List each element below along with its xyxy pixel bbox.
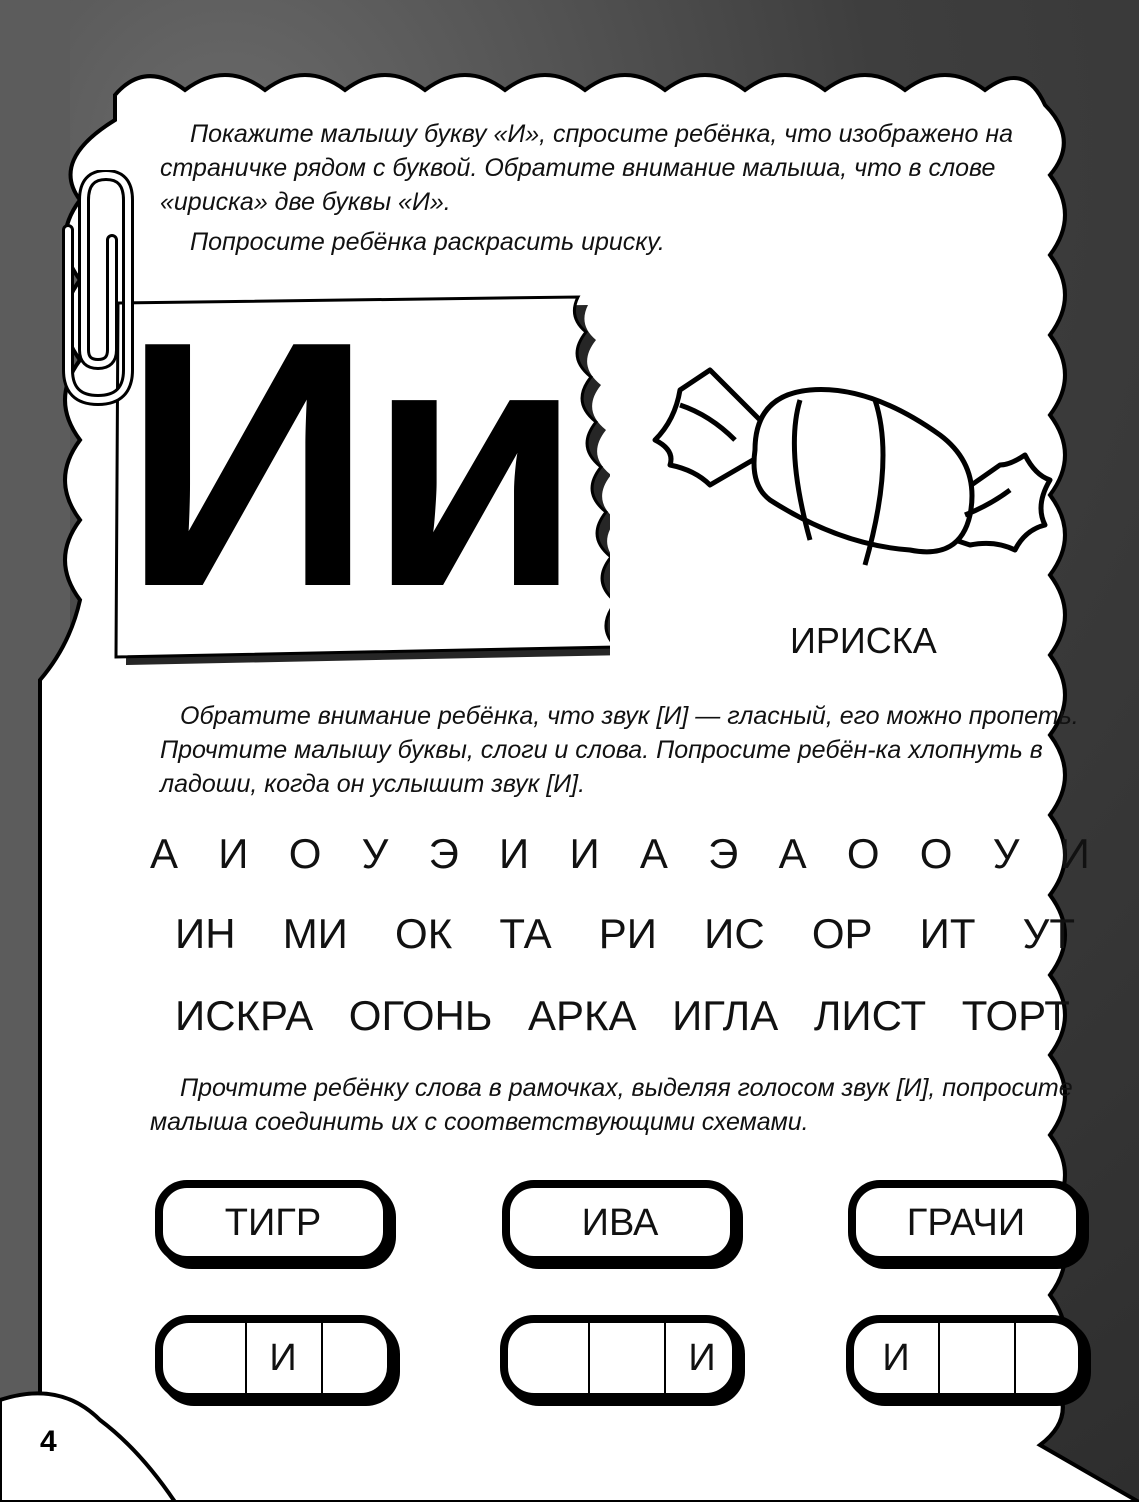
syllable-item: ИТ	[919, 910, 976, 957]
scheme-cell	[1014, 1323, 1090, 1393]
picture-caption: ИРИСКА	[790, 620, 937, 661]
syllable-item: ТА	[499, 910, 552, 957]
sound-scheme-1[interactable]	[155, 1315, 395, 1401]
color-task-instruction: Попросите ребёнка раскрасить ириску.	[190, 228, 665, 256]
word-box-label: ИВА	[581, 1202, 659, 1244]
word-item: ТОРТ	[961, 992, 1070, 1039]
letter-item: И	[499, 830, 530, 877]
letter-item: У	[992, 830, 1020, 877]
syllables-row	[175, 910, 1075, 958]
letter-item: О	[919, 830, 953, 877]
sound-scheme-2[interactable]	[500, 1315, 740, 1401]
letter-item: О	[288, 830, 322, 877]
syllable-item: ИН	[175, 910, 236, 957]
scheme-cell	[588, 1323, 664, 1393]
big-letter: Ии	[122, 269, 577, 660]
letter-item: И	[218, 830, 249, 877]
letter-item: Э	[428, 830, 459, 877]
word-box-2[interactable]	[502, 1180, 738, 1264]
toffee-candy-icon	[650, 350, 1060, 590]
word-item: ОГОНЬ	[348, 992, 493, 1039]
letter-item: О	[846, 830, 880, 877]
match-instruction: Прочтите ребёнку слова в рамочках, выделяя голосом звук [И], попросите малыша соединить их с соответствующими схемами.	[150, 1074, 1073, 1136]
letter-item: Э	[708, 830, 739, 877]
word-item: АРКА	[527, 992, 637, 1039]
paperclip-icon	[48, 170, 138, 410]
letters-row	[150, 830, 1090, 878]
word-item: ИГЛА	[672, 992, 779, 1039]
scheme-cell	[321, 1323, 397, 1393]
page-number: 4	[40, 1425, 57, 1458]
sound-instruction: Обратите внимание ребёнка, что звук [И] — гласный, его можно пропеть. Прочтите малышу буквы, слоги и слова. Попросите ребён-ка хлопнуть в ладоши, когда он услышит звук [И].	[160, 702, 1079, 798]
syllable-item: ОК	[395, 910, 453, 957]
letter-item: И	[569, 830, 600, 877]
word-item: ЛИСТ	[813, 992, 927, 1039]
letter-item: А	[150, 830, 179, 877]
syllable-item: РИ	[598, 910, 657, 957]
letter-item: И	[1059, 830, 1090, 877]
syllable-item: УТ	[1022, 910, 1075, 957]
word-box-3[interactable]	[848, 1180, 1084, 1264]
scheme-cell: И	[688, 1337, 716, 1379]
scheme-cell	[938, 1323, 1014, 1393]
syllable-item: МИ	[282, 910, 348, 957]
syllable-item: ИС	[704, 910, 765, 957]
letter-item: А	[639, 830, 668, 877]
letter-item: А	[778, 830, 807, 877]
sound-scheme-3[interactable]	[846, 1315, 1086, 1401]
word-box-1[interactable]	[155, 1180, 391, 1264]
scheme-cell: И	[882, 1337, 910, 1379]
letter-item: У	[361, 830, 389, 877]
word-box-label: ТИГР	[224, 1202, 322, 1244]
scheme-cell	[512, 1323, 588, 1393]
scheme-cell: И	[269, 1337, 297, 1379]
scheme-cell	[167, 1323, 243, 1393]
syllable-item: ОР	[811, 910, 873, 957]
word-item: ИСКРА	[175, 992, 314, 1039]
words-row	[175, 992, 1070, 1040]
word-box-label: ГРАЧИ	[906, 1202, 1026, 1244]
intro-instruction: Покажите малышу букву «И», спросите ребёнка, что изображено на страничке рядом с буквой. Обратите внимание малыша, что в слове «ириска» две буквы «И».	[160, 120, 1014, 216]
